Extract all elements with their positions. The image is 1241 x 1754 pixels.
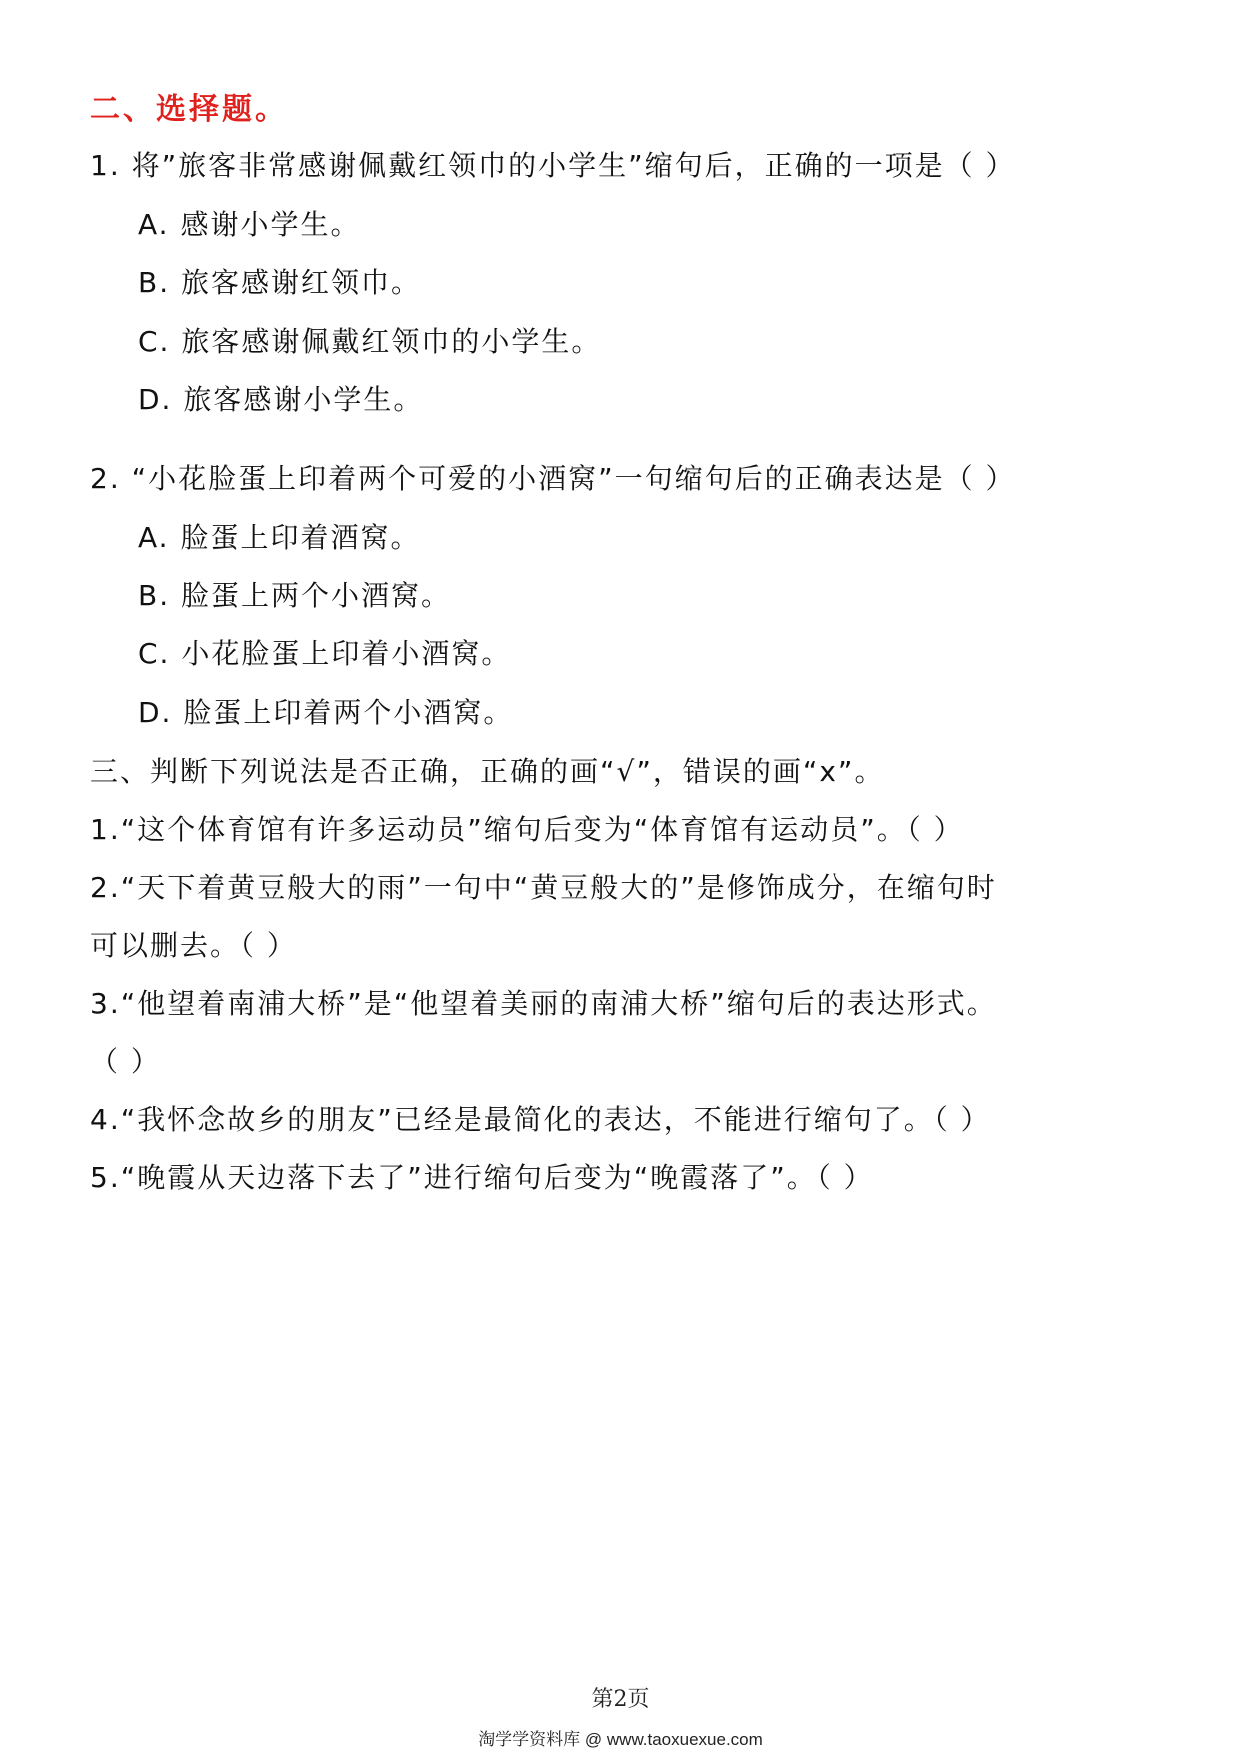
question-2-option-d: D. 脸蛋上印着两个小酒窝。 — [138, 696, 514, 729]
question-1-stem: 1. 将”旅客非常感谢佩戴红领巾的小学生”缩句后，正确的一项是（ ） — [90, 149, 1016, 182]
judgement-item-3: 3.“他望着南浦大桥”是“他望着美丽的南浦大桥”缩句后的表达形式。 — [90, 987, 997, 1020]
judgement-item-4: 4.“我怀念故乡的朋友”已经是最简化的表达，不能进行缩句了。（ ） — [90, 1103, 991, 1136]
question-2-option-b: B. 脸蛋上两个小酒窝。 — [138, 579, 452, 612]
question-1-option-a: A. 感谢小学生。 — [138, 208, 361, 241]
judgement-item-2-continued: 可以删去。（ ） — [90, 929, 297, 962]
judgement-item-1: 1.“这个体育馆有许多运动员”缩句后变为“体育馆有运动员”。（ ） — [90, 813, 964, 846]
question-2-option-a: A. 脸蛋上印着酒窝。 — [138, 521, 421, 554]
section-title-judgement: 三、判断下列说法是否正确，正确的画“√”，错误的画“x”。 — [90, 755, 885, 788]
judgement-item-2: 2.“天下着黄豆般大的雨”一句中“黄豆般大的”是修饰成分，在缩句时 — [90, 871, 997, 904]
question-2-option-c: C. 小花脸蛋上印着小酒窝。 — [138, 637, 512, 670]
judgement-item-5: 5.“晚霞从天边落下去了”进行缩句后变为“晚霞落了”。（ ） — [90, 1161, 874, 1194]
judgement-item-3-continued: （ ） — [90, 1045, 161, 1078]
site-watermark: 淘学学资料库 @ www.taoxuexue.com — [478, 1730, 763, 1749]
question-1-option-c: C. 旅客感谢佩戴红领巾的小学生。 — [138, 325, 602, 358]
section-title-choice: 二、选择题。 — [90, 92, 288, 127]
question-1-option-d: D. 旅客感谢小学生。 — [138, 383, 424, 416]
page-number: 第2页 — [591, 1687, 650, 1712]
question-1-option-b: B. 旅客感谢红领巾。 — [138, 266, 422, 299]
question-2-stem: 2. “小花脸蛋上印着两个可爱的小酒窝”一句缩句后的正确表达是（ ） — [90, 462, 1016, 495]
